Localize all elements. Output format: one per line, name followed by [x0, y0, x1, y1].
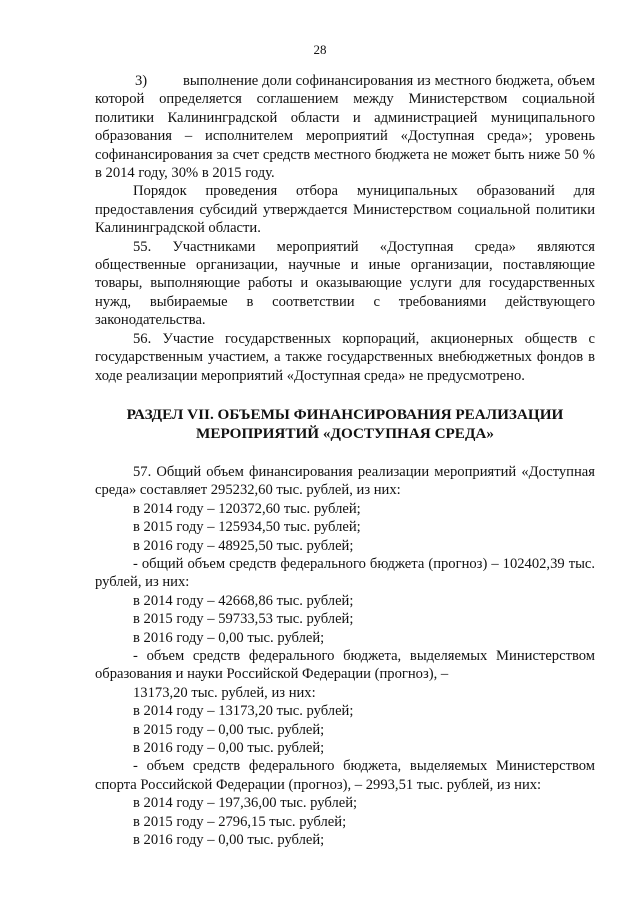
paragraph-57: 57. Общий объем финансирования реализации мероприятий «Доступная среда» составляет 295232,60 тыс. рублей, из них:	[95, 463, 595, 499]
sport-intro: - объем средств федерального бюджета, выделяемых Министерством спорта Российской Федерации (прогноз), – 2993,51 тыс. рублей, из них:	[95, 758, 595, 793]
sport-2015: в 2015 году – 2796,15 тыс. рублей;	[133, 813, 347, 830]
total-2014: в 2014 году – 120372,60 тыс. рублей;	[133, 500, 361, 517]
federal-2016: в 2016 году – 0,00 тыс. рублей;	[133, 629, 325, 646]
education-2016: в 2016 году – 0,00 тыс. рублей;	[133, 740, 325, 756]
item-3-text: выполнение доли софинансирования из местного бюджета, объем которой определяется соглашением между Министерством социальной политики Калининградской области и администрацией муниципального образования – исполнителем мероприятий «Доступная среда»; уровень софинансирования за счет средств местного бюджета не может быть ниже 50 % в 2014 году, 30% в 2015 году.	[95, 73, 595, 182]
paragraph-55: 55. Участниками мероприятий «Доступная среда» являются общественные организации, научные и иные организации, поставляющие товары, выполняющие работы и оказывающие услуги для государственных нужд, выбираемые в соответствии с требованиями действующего законодательства.	[95, 238, 595, 329]
document-body	[95, 72, 595, 849]
total-2016: в 2016 году – 48925,50 тыс. рублей;	[133, 537, 354, 554]
federal-2015: в 2015 году – 59733,53 тыс. рублей;	[133, 611, 354, 628]
education-2014: в 2014 году – 13173,20 тыс. рублей;	[133, 703, 354, 720]
section-heading-line-1: РАЗДЕЛ VII. ОБЪЕМЫ ФИНАНСИРОВАНИЯ РЕАЛИЗАЦИИ	[126, 405, 564, 423]
paragraph-selection-order: Порядок проведения отбора муниципальных образований для предоставления субсидий утверждается Министерством социальной политики Калининградской области.	[95, 183, 595, 237]
sport-2014: в 2014 году – 197,36,00 тыс. рублей;	[133, 795, 358, 812]
education-intro: - объем средств федерального бюджета, выделяемых Министерством образования и науки Российской Федерации (прогноз), –	[95, 647, 595, 683]
federal-2014: в 2014 году – 42668,86 тыс. рублей;	[133, 592, 354, 609]
item-number: 3)	[135, 73, 148, 89]
sport-2016: в 2016 году – 0,00 тыс. рублей;	[133, 832, 325, 849]
education-total: 13173,20 тыс. рублей, из них:	[133, 684, 316, 701]
section-heading	[95, 405, 595, 443]
page-number: 28	[313, 42, 327, 57]
section-heading-line-2: МЕРОПРИЯТИЙ «ДОСТУПНАЯ СРЕДА»	[196, 424, 494, 442]
education-2015: в 2015 году – 0,00 тыс. рублей;	[133, 721, 325, 738]
federal-total: - общий объем средств федерального бюджета (прогноз) – 102402,39 тыс. рублей, из них:	[95, 555, 595, 591]
paragraph-56: 56. Участие государственных корпораций, акционерных обществ с государственным участием, а также государственных внебюджетных фондов в ходе реализации мероприятий «Доступная среда» не предусмотрено.	[95, 330, 595, 384]
total-2015: в 2015 году – 125934,50 тыс. рублей;	[133, 519, 361, 536]
paragraph-item-3	[95, 72, 595, 182]
